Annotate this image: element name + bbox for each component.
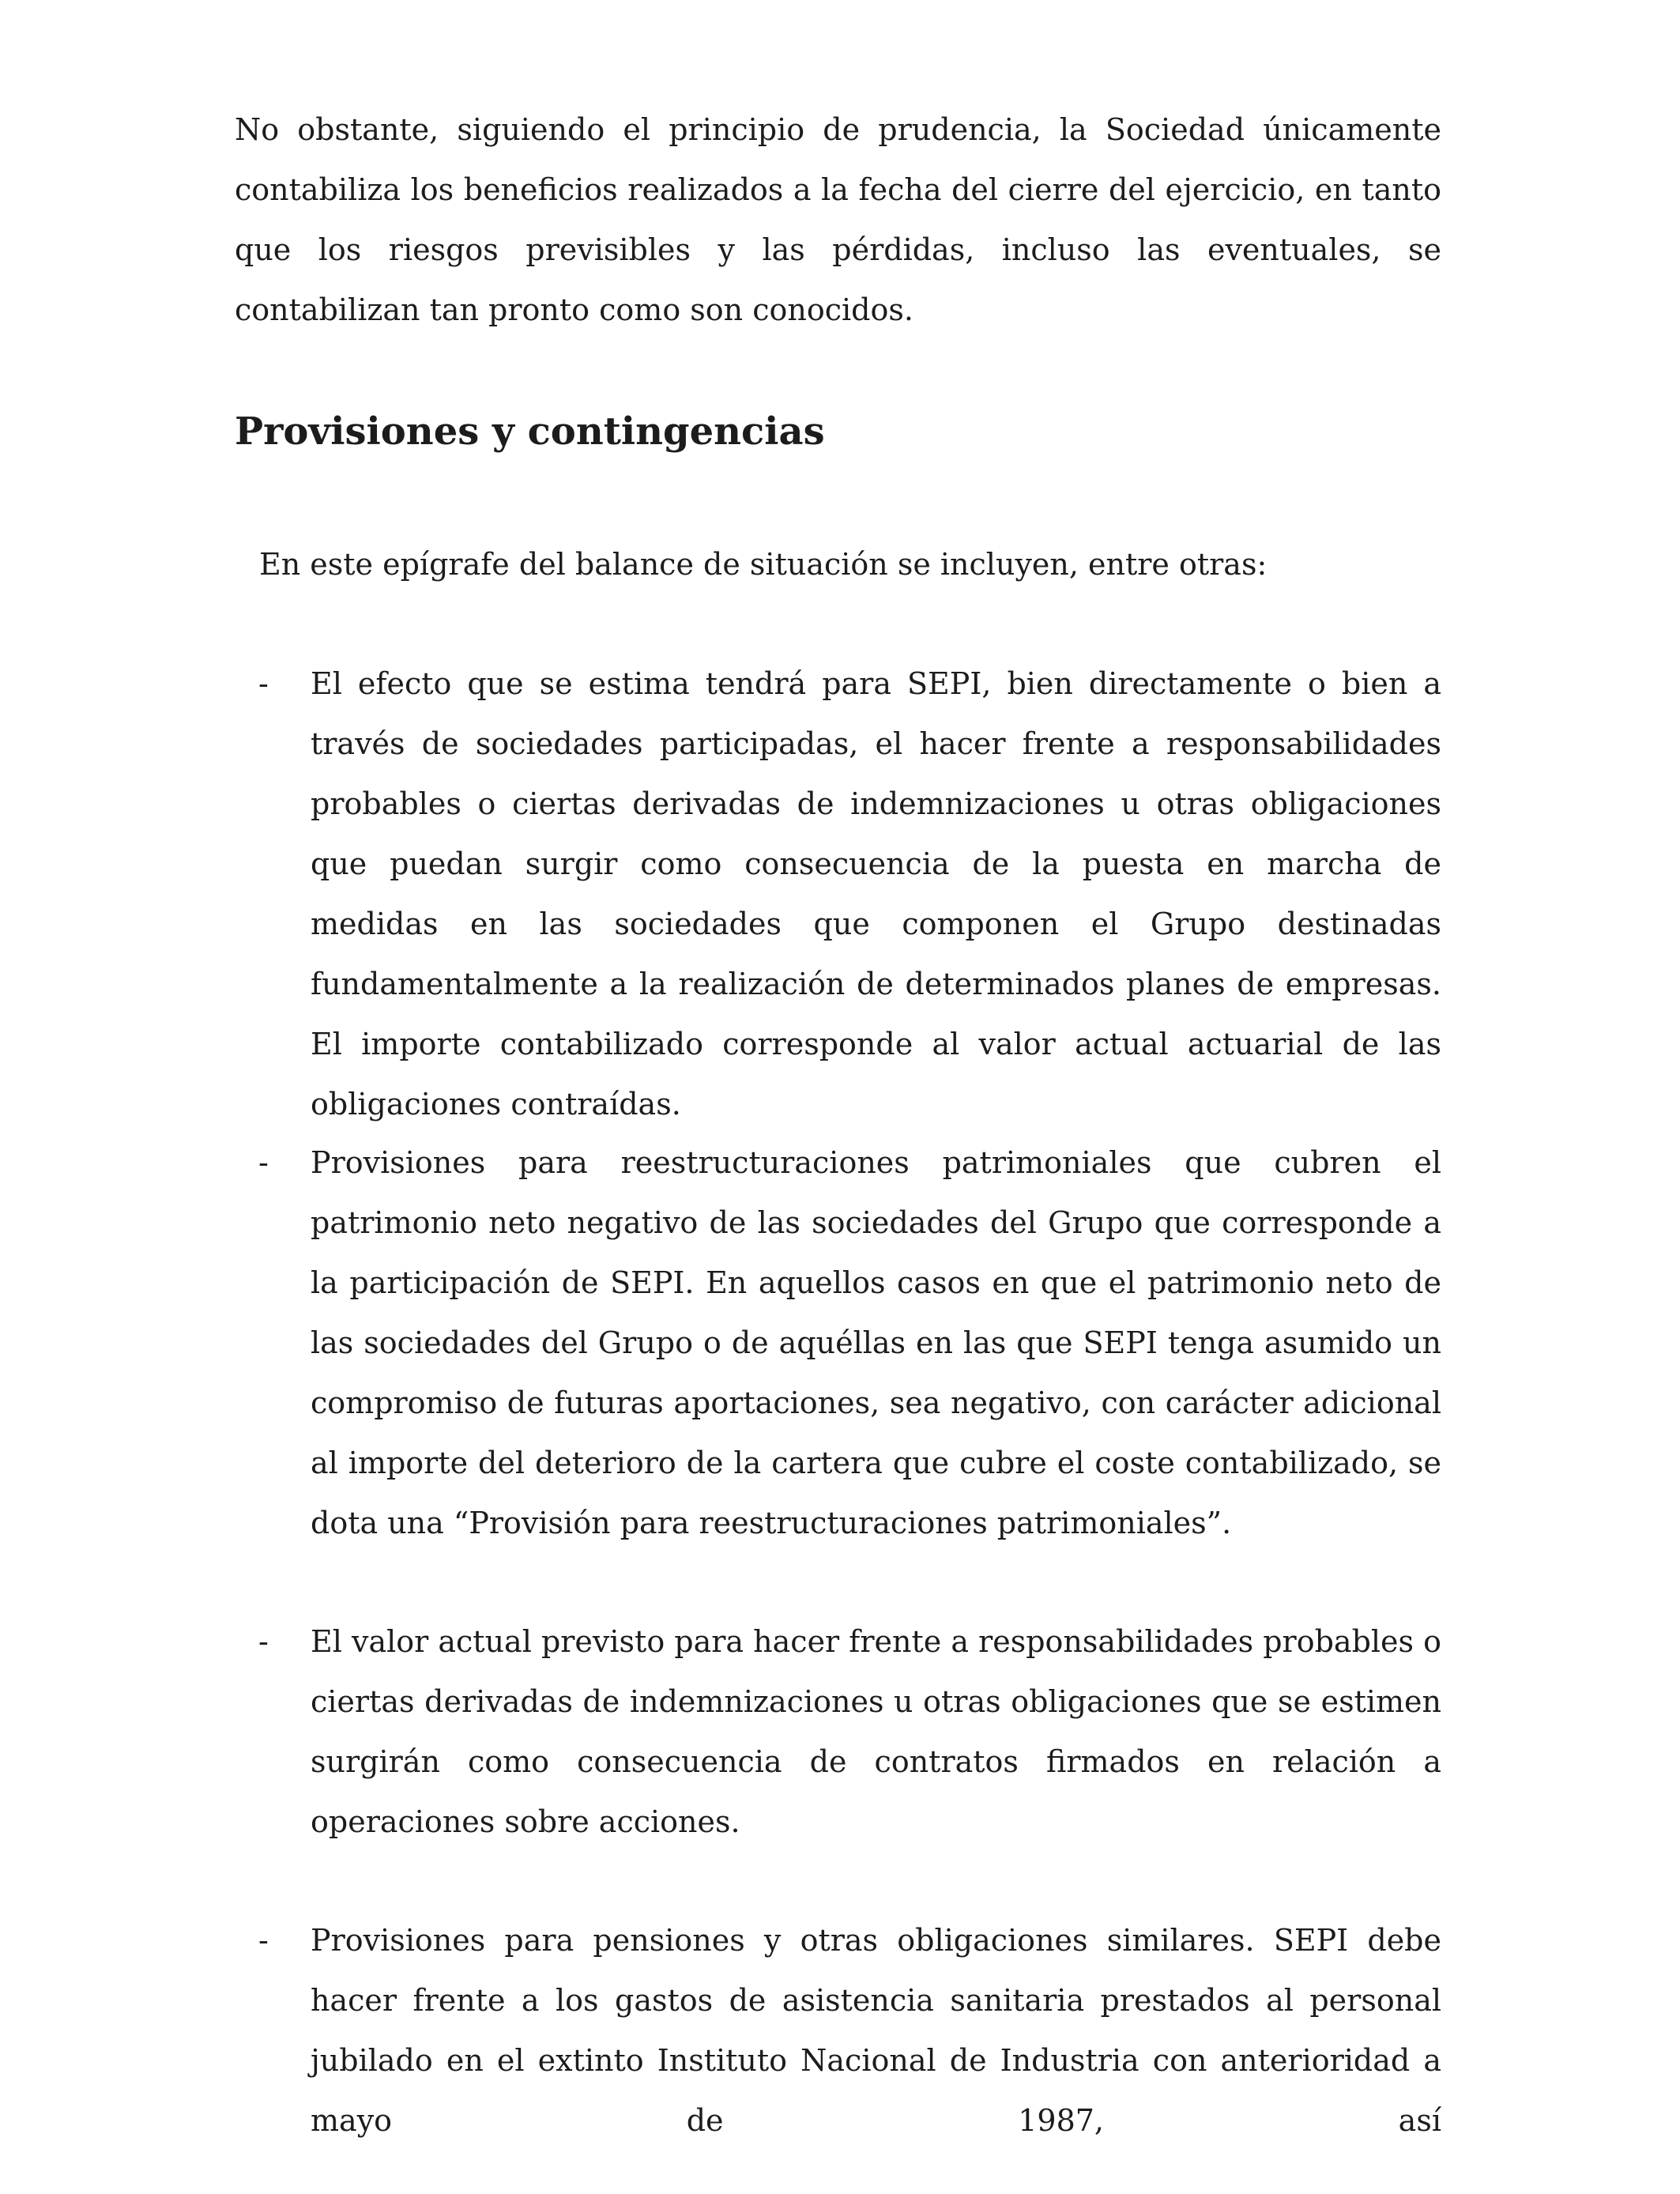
list-item-marker: - bbox=[258, 666, 269, 701]
section-lead: En este epígrafe del balance de situación se incluyen, entre otras: bbox=[259, 547, 1268, 582]
list-item-text: El valor actual previsto para hacer frente a responsabilidades probables o ciertas derivadas de indemnizaciones u otras obligaciones que se estimen surgirán como consecuencia de contratos firmados en relación a operaciones sobre acciones. bbox=[311, 1624, 1441, 1839]
section-title: Provisiones y contingencias bbox=[235, 409, 825, 454]
list-item-text: Provisiones para pensiones y otras obligaciones similares. SEPI debe hacer frente a los gastos de asistencia sanitaria prestados al personal jubilado en el extinto Instituto Nacional de Industria con anterioridad a mayo de 1987, así bbox=[311, 1923, 1441, 2138]
list-item-marker: - bbox=[258, 1145, 269, 1180]
list-item-marker: - bbox=[258, 1923, 269, 1958]
list-item-text: El efecto que se estima tendrá para SEPI, bien directamente o bien a través de sociedades participadas, el hacer frente a responsabilidades probables o ciertas derivadas de indemnizaciones u otras obligaciones que puedan surgir como consecuencia de la puesta en marcha de medidas en las sociedades que componen el Grupo destinadas fundamentalmente a la realización de determinados planes de empresas. El importe contabilizado corresponde al valor actual actuarial de las obligaciones contraídas. bbox=[311, 666, 1441, 1122]
list-item-text: Provisiones para reestructuraciones patrimoniales que cubren el patrimonio neto negativo de las sociedades del Grupo que corresponde a la participación de SEPI. En aquellos casos en que el patrimonio neto de las sociedades del Grupo o de aquéllas en las que SEPI tenga asumido un compromiso de futuras aportaciones, sea negativo, con carácter adicional al importe del deterioro de la cartera que cubre el coste contabilizado, se dota una “Provisión para reestructuraciones patrimoniales”. bbox=[311, 1145, 1441, 1540]
list-item-marker: - bbox=[258, 1624, 269, 1659]
intro-paragraph: No obstante, siguiendo el principio de prudencia, la Sociedad únicamente contabiliza los beneficios realizados a la fecha del cierre del ejercicio, en tanto que los riesgos previsibles y las pérdidas, incluso las eventuales, se contabilizan tan pronto como son conocidos. bbox=[235, 112, 1441, 327]
